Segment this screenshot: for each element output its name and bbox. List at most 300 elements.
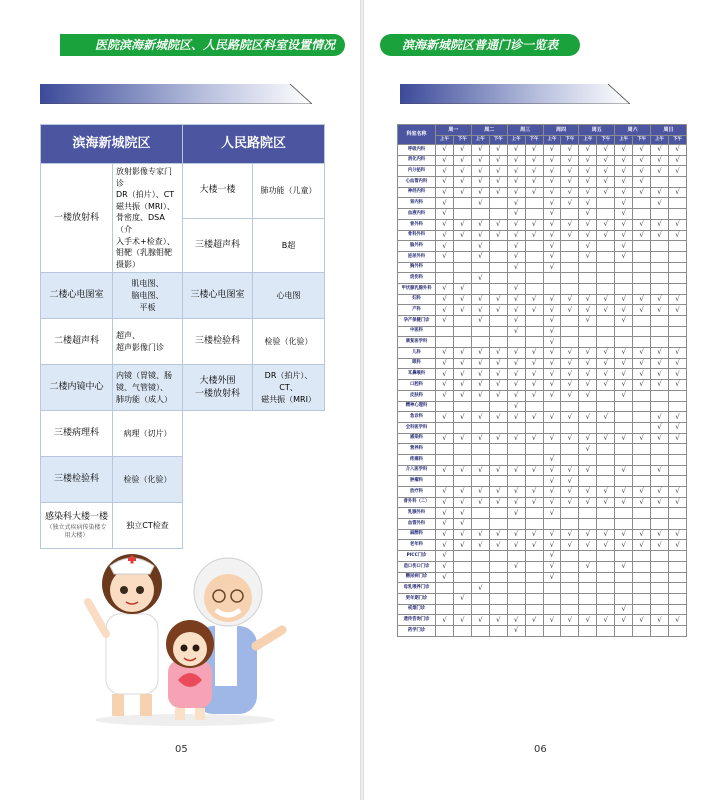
check-mark: √ (651, 219, 669, 230)
check-mark: √ (633, 529, 651, 540)
empty-slot (525, 422, 543, 433)
check-mark: √ (471, 497, 489, 508)
table-row (398, 262, 687, 273)
b-dept-name: 三楼检验科 (183, 319, 253, 365)
check-mark: √ (668, 294, 686, 305)
empty-slot (633, 273, 651, 284)
check-mark: √ (471, 273, 489, 284)
empty-slot (597, 604, 615, 615)
empty-slot (453, 476, 471, 487)
department-name: 介入医学科 (398, 465, 436, 476)
corner-label: 科室名称 (398, 125, 436, 145)
b-dept-services: 肺功能（儿童） (253, 164, 325, 219)
check-mark: √ (507, 401, 525, 412)
check-mark: √ (471, 348, 489, 359)
check-mark: √ (597, 305, 615, 316)
empty-slot (579, 337, 597, 348)
empty-slot (561, 326, 579, 337)
empty-slot (633, 508, 651, 519)
check-mark: √ (651, 230, 669, 241)
empty-slot (489, 241, 507, 252)
empty-slot (633, 412, 651, 423)
empty-slot (668, 508, 686, 519)
empty-slot (597, 422, 615, 433)
empty-slot (489, 337, 507, 348)
check-mark: √ (436, 305, 454, 316)
check-mark: √ (579, 155, 597, 166)
dept-services: 独立CT检查 (113, 503, 183, 549)
empty-slot (471, 337, 489, 348)
empty-slot (651, 390, 669, 401)
dept-name: 二楼内镜中心 (41, 365, 113, 411)
check-mark: √ (579, 177, 597, 188)
empty-slot (668, 444, 686, 455)
check-mark: √ (453, 369, 471, 380)
table-row (398, 390, 687, 401)
empty-slot (668, 604, 686, 615)
check-mark: √ (633, 497, 651, 508)
department-name: 普外科 (398, 219, 436, 230)
table-row (398, 519, 687, 530)
empty-slot (525, 625, 543, 636)
check-mark: √ (507, 316, 525, 327)
check-mark: √ (453, 230, 471, 241)
check-mark: √ (615, 433, 633, 444)
table-row (398, 294, 687, 305)
check-mark: √ (489, 305, 507, 316)
department-name: 肿瘤科 (398, 476, 436, 487)
outpatient-schedule-table (397, 124, 687, 637)
check-mark: √ (579, 198, 597, 209)
empty-slot (436, 604, 454, 615)
page-number-left: 05 (175, 744, 188, 755)
check-mark: √ (507, 241, 525, 252)
check-mark: √ (525, 433, 543, 444)
check-mark: √ (597, 358, 615, 369)
check-mark: √ (507, 433, 525, 444)
check-mark: √ (489, 529, 507, 540)
check-mark: √ (436, 348, 454, 359)
empty-slot (668, 583, 686, 594)
check-mark: √ (489, 433, 507, 444)
day-header: 周四 (543, 125, 579, 136)
check-mark: √ (543, 155, 561, 166)
check-mark: √ (579, 209, 597, 220)
check-mark: √ (615, 316, 633, 327)
check-mark: √ (651, 615, 669, 626)
check-mark: √ (453, 529, 471, 540)
table-row (398, 465, 687, 476)
check-mark: √ (525, 358, 543, 369)
check-mark: √ (615, 177, 633, 188)
empty-slot (651, 273, 669, 284)
check-mark: √ (651, 348, 669, 359)
am-header: 上午 (507, 136, 525, 145)
empty-slot (561, 422, 579, 433)
empty-slot (543, 519, 561, 530)
check-mark: √ (615, 209, 633, 220)
check-mark: √ (453, 519, 471, 530)
empty-slot (489, 572, 507, 583)
empty-slot (633, 583, 651, 594)
empty-slot (525, 508, 543, 519)
check-mark: √ (543, 508, 561, 519)
check-mark: √ (436, 412, 454, 423)
check-mark: √ (543, 198, 561, 209)
check-mark: √ (471, 251, 489, 262)
check-mark: √ (615, 305, 633, 316)
empty-slot (579, 454, 597, 465)
check-mark: √ (668, 412, 686, 423)
department-name: 皮肤科 (398, 390, 436, 401)
check-mark: √ (651, 305, 669, 316)
check-mark: √ (471, 305, 489, 316)
check-mark: √ (651, 412, 669, 423)
check-mark: √ (507, 187, 525, 198)
check-mark: √ (579, 465, 597, 476)
check-mark: √ (507, 615, 525, 626)
day-header: 周日 (651, 125, 687, 136)
table-row (398, 316, 687, 327)
check-mark: √ (597, 433, 615, 444)
department-name: 甲状腺乳腺外科 (398, 283, 436, 294)
check-mark: √ (436, 241, 454, 252)
check-mark: √ (507, 262, 525, 273)
empty-slot (651, 209, 669, 220)
empty-slot (668, 198, 686, 209)
check-mark: √ (615, 529, 633, 540)
check-mark: √ (651, 369, 669, 380)
check-mark: √ (615, 487, 633, 498)
empty-slot (597, 593, 615, 604)
check-mark: √ (561, 166, 579, 177)
empty-slot (453, 561, 471, 572)
empty-slot (668, 465, 686, 476)
check-mark: √ (453, 615, 471, 626)
check-mark: √ (668, 540, 686, 551)
check-mark: √ (543, 487, 561, 498)
empty-slot (471, 561, 489, 572)
department-name: 老年科 (398, 540, 436, 551)
table-row (398, 230, 687, 241)
check-mark: √ (507, 145, 525, 156)
check-mark: √ (561, 540, 579, 551)
check-mark: √ (579, 561, 597, 572)
empty-slot (507, 454, 525, 465)
check-mark: √ (453, 145, 471, 156)
check-mark: √ (471, 219, 489, 230)
check-mark: √ (597, 145, 615, 156)
empty-slot (597, 283, 615, 294)
check-mark: √ (453, 166, 471, 177)
empty-slot (633, 337, 651, 348)
empty-slot (453, 625, 471, 636)
table-row (398, 561, 687, 572)
department-table (40, 124, 325, 549)
empty-slot (615, 572, 633, 583)
check-mark: √ (579, 251, 597, 262)
table-row (398, 358, 687, 369)
empty-slot (436, 401, 454, 412)
check-mark: √ (651, 422, 669, 433)
check-mark: √ (507, 540, 525, 551)
empty-cell (183, 411, 325, 549)
table-row (398, 380, 687, 391)
empty-slot (651, 476, 669, 487)
day-header: 周三 (507, 125, 543, 136)
empty-slot (507, 551, 525, 562)
empty-slot (436, 593, 454, 604)
check-mark: √ (543, 305, 561, 316)
check-mark: √ (579, 187, 597, 198)
am-header: 上午 (543, 136, 561, 145)
check-mark: √ (507, 348, 525, 359)
check-mark: √ (436, 615, 454, 626)
check-mark: √ (525, 348, 543, 359)
empty-slot (507, 583, 525, 594)
empty-slot (436, 476, 454, 487)
check-mark: √ (561, 145, 579, 156)
check-mark: √ (436, 529, 454, 540)
check-mark: √ (507, 529, 525, 540)
empty-slot (668, 476, 686, 487)
check-mark: √ (668, 230, 686, 241)
pm-header: 下午 (668, 136, 686, 145)
check-mark: √ (436, 497, 454, 508)
empty-slot (436, 422, 454, 433)
empty-slot (489, 625, 507, 636)
check-mark: √ (436, 294, 454, 305)
check-mark: √ (633, 230, 651, 241)
check-mark: √ (543, 561, 561, 572)
doctor-nurse-illustration (80, 548, 290, 728)
day-header: 周一 (436, 125, 472, 136)
empty-slot (668, 177, 686, 188)
check-mark: √ (579, 615, 597, 626)
empty-slot (615, 401, 633, 412)
department-name: 普外科（二） (398, 497, 436, 508)
check-mark: √ (597, 187, 615, 198)
check-mark: √ (561, 305, 579, 316)
check-mark: √ (507, 166, 525, 177)
check-mark: √ (436, 551, 454, 562)
empty-slot (579, 551, 597, 562)
check-mark: √ (436, 508, 454, 519)
table-row (398, 145, 687, 156)
department-name: 造口伤口门诊 (398, 561, 436, 572)
check-mark: √ (453, 487, 471, 498)
empty-slot (489, 444, 507, 455)
empty-slot (597, 262, 615, 273)
table-row (398, 401, 687, 412)
empty-slot (561, 337, 579, 348)
empty-slot (651, 625, 669, 636)
empty-slot (597, 551, 615, 562)
empty-slot (651, 251, 669, 262)
check-mark: √ (543, 465, 561, 476)
empty-slot (471, 326, 489, 337)
check-mark: √ (489, 412, 507, 423)
empty-slot (489, 583, 507, 594)
check-mark: √ (453, 358, 471, 369)
check-mark: √ (543, 497, 561, 508)
check-mark: √ (453, 412, 471, 423)
check-mark: √ (436, 187, 454, 198)
check-mark: √ (453, 283, 471, 294)
empty-slot (615, 326, 633, 337)
empty-slot (561, 209, 579, 220)
check-mark: √ (651, 358, 669, 369)
check-mark: √ (507, 198, 525, 209)
empty-slot (633, 283, 651, 294)
check-mark: √ (579, 230, 597, 241)
empty-slot (633, 316, 651, 327)
empty-slot (651, 454, 669, 465)
check-mark: √ (543, 390, 561, 401)
empty-slot (579, 262, 597, 273)
department-name: 消化内科 (398, 155, 436, 166)
empty-slot (668, 273, 686, 284)
empty-slot (489, 316, 507, 327)
check-mark: √ (579, 316, 597, 327)
check-mark: √ (651, 198, 669, 209)
check-mark: √ (471, 529, 489, 540)
check-mark: √ (651, 380, 669, 391)
check-mark: √ (579, 369, 597, 380)
check-mark: √ (471, 358, 489, 369)
empty-slot (597, 561, 615, 572)
empty-slot (525, 476, 543, 487)
dept-services: 放射影像专家门诊 DR（拍片）、CT 磁共振（MRI）、 骨密度、DSA（介 入手术+检查）、 钼靶（乳腺钼靶 摄影） (113, 164, 183, 273)
check-mark: √ (543, 251, 561, 262)
empty-slot (525, 551, 543, 562)
check-mark: √ (579, 219, 597, 230)
empty-slot (633, 625, 651, 636)
empty-slot (436, 273, 454, 284)
empty-slot (453, 604, 471, 615)
empty-slot (543, 593, 561, 604)
empty-slot (651, 561, 669, 572)
check-mark: √ (597, 412, 615, 423)
check-mark: √ (453, 348, 471, 359)
empty-slot (436, 326, 454, 337)
empty-slot (651, 593, 669, 604)
empty-slot (471, 262, 489, 273)
check-mark: √ (597, 497, 615, 508)
check-mark: √ (489, 294, 507, 305)
empty-slot (651, 551, 669, 562)
check-mark: √ (597, 166, 615, 177)
empty-slot (651, 508, 669, 519)
empty-slot (579, 604, 597, 615)
check-mark: √ (579, 540, 597, 551)
empty-slot (668, 390, 686, 401)
check-mark: √ (436, 369, 454, 380)
dept-note: （独立式疾病传染楼专用大楼） (46, 523, 107, 540)
check-mark: √ (543, 230, 561, 241)
dept-name (41, 503, 113, 549)
empty-slot (633, 198, 651, 209)
check-mark: √ (543, 262, 561, 273)
empty-slot (489, 604, 507, 615)
check-mark: √ (543, 551, 561, 562)
check-mark: √ (597, 177, 615, 188)
check-mark: √ (471, 177, 489, 188)
check-mark: √ (543, 358, 561, 369)
empty-slot (561, 262, 579, 273)
empty-slot (633, 519, 651, 530)
department-name: 营养科 (398, 444, 436, 455)
check-mark: √ (579, 433, 597, 444)
empty-slot (668, 337, 686, 348)
check-mark: √ (507, 358, 525, 369)
check-mark: √ (579, 444, 597, 455)
empty-slot (615, 454, 633, 465)
am-header: 上午 (436, 136, 454, 145)
empty-slot (453, 444, 471, 455)
check-mark: √ (471, 187, 489, 198)
check-mark: √ (561, 487, 579, 498)
check-mark: √ (633, 380, 651, 391)
table-row (398, 444, 687, 455)
empty-slot (615, 551, 633, 562)
department-name: 呼吸内科 (398, 145, 436, 156)
empty-slot (651, 316, 669, 327)
check-mark: √ (579, 145, 597, 156)
department-name: 脑外科 (398, 241, 436, 252)
department-name: 康复医学科 (398, 337, 436, 348)
check-mark: √ (489, 487, 507, 498)
pm-header: 下午 (489, 136, 507, 145)
empty-slot (525, 444, 543, 455)
check-mark: √ (525, 412, 543, 423)
department-name: 骨科外科 (398, 230, 436, 241)
check-mark: √ (543, 166, 561, 177)
check-mark: √ (436, 380, 454, 391)
check-mark: √ (668, 166, 686, 177)
empty-slot (633, 572, 651, 583)
check-mark: √ (633, 187, 651, 198)
empty-slot (453, 198, 471, 209)
check-mark: √ (525, 145, 543, 156)
check-mark: √ (561, 187, 579, 198)
empty-slot (489, 401, 507, 412)
check-mark: √ (489, 177, 507, 188)
empty-slot (668, 251, 686, 262)
check-mark: √ (579, 529, 597, 540)
table-row (398, 551, 687, 562)
empty-slot (489, 561, 507, 572)
check-mark: √ (651, 294, 669, 305)
department-name: 母乳喂养门诊 (398, 583, 436, 594)
check-mark: √ (561, 529, 579, 540)
department-name: 血管外科 (398, 519, 436, 530)
empty-slot (561, 572, 579, 583)
check-mark: √ (543, 145, 561, 156)
check-mark: √ (633, 487, 651, 498)
dept-services: 检验（化验） (113, 457, 183, 503)
check-mark: √ (489, 166, 507, 177)
empty-slot (507, 444, 525, 455)
dept-name: 三楼检验科 (41, 457, 113, 503)
empty-slot (489, 198, 507, 209)
empty-slot (471, 283, 489, 294)
check-mark: √ (507, 390, 525, 401)
empty-slot (597, 444, 615, 455)
check-mark: √ (525, 615, 543, 626)
empty-slot (543, 583, 561, 594)
left-page-title: 医院滨海新城院区、人民路院区科室设置情况 (60, 34, 345, 56)
